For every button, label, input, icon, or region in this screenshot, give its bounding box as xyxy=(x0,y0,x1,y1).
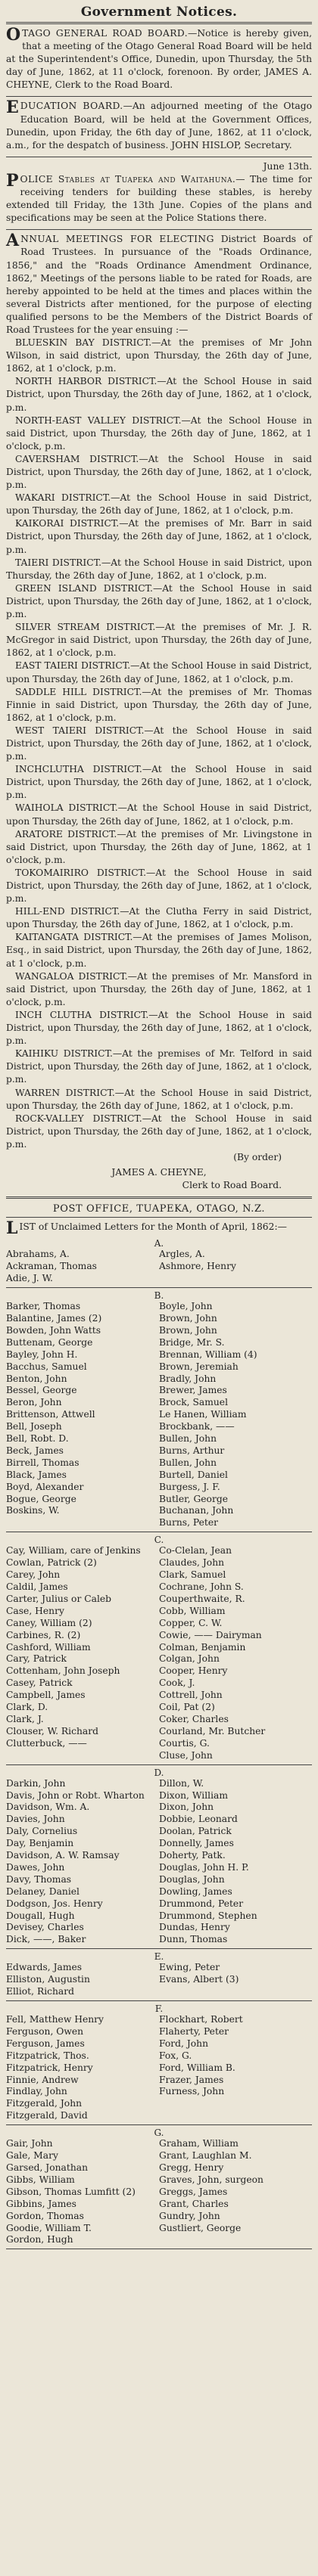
district-paragraph: WEST TAIERI DISTRICT.—At the School House in said District, upon Thursday, the 26th day of June, 1862, at 1 o'clock, p.m. xyxy=(6,725,312,762)
divider xyxy=(6,1948,312,1949)
notice-police-stables xyxy=(6,160,312,225)
list-item: Cooper, Henry xyxy=(159,1665,228,1677)
letter-column-left xyxy=(6,2138,159,2246)
divider xyxy=(6,96,312,97)
letter-column-right xyxy=(159,1545,312,1761)
notice-lead: OLICE Stables at Tuapeka and Waitahuna. xyxy=(20,173,236,185)
list-item: Adie, J. W. xyxy=(6,1273,53,1284)
district-paragraph: INCHCLUTHA DISTRICT.—At the School House in said District, upon Thursday, the 26th day of June, 1862, at 1 o'clock, p.m. xyxy=(6,764,312,801)
list-item: Findlay, John xyxy=(6,2086,67,2097)
list-item: Dougall, Hugh xyxy=(6,1910,75,1921)
letter-column-left xyxy=(6,1249,159,1285)
letter-table xyxy=(6,1778,312,1947)
drop-cap: E xyxy=(6,98,19,118)
district-paragraph: WARREN DISTRICT.—At the School House in said District, upon Thursday, the 26th day of June, 1862, at 1 o'clock, p.m. xyxy=(6,1087,312,1111)
list-item: Ford, John xyxy=(159,2038,209,2049)
list-item: Dixon, John xyxy=(159,1802,214,1813)
list-item: Dillon, W. xyxy=(159,1777,204,1789)
list-item: Cottrell, John xyxy=(159,1690,223,1701)
list-item: Casey, Patrick xyxy=(6,1678,73,1689)
list-item: Brown, Jeremiah xyxy=(159,1361,238,1372)
list-item: Ackraman, Thomas xyxy=(6,1261,97,1272)
list-item: Drummond, Peter xyxy=(159,1898,244,1909)
list-item: Cowie, —— Dairyman xyxy=(159,1629,262,1640)
signatory-title: Clerk to Road Board. xyxy=(182,1180,282,1191)
list-item: Brittenson, Attwell xyxy=(6,1409,95,1420)
list-item: Coker, Charles xyxy=(159,1713,229,1724)
list-item: Gordon, Thomas xyxy=(6,2210,84,2221)
letter-column-right xyxy=(159,1962,312,1998)
list-item: Courtis, G. xyxy=(159,1737,210,1749)
list-item: Gordon, Hugh xyxy=(6,2234,73,2245)
list-item: Boyd, Alexander xyxy=(6,1481,84,1492)
list-item: Daly, Cornelius xyxy=(6,1826,78,1837)
list-item: Clark, D. xyxy=(6,1702,48,1713)
letter-column-right xyxy=(159,1249,312,1285)
notice-text: —Notice is hereby given, that a meeting of the Otago General Road Board will be held at the Superintendent's Office, Dunedin, upon Thursday, the 5th day of June, 1862, at 11 o'clock, forenoon. By order, JAMES A. CHEYNE, Clerk to the Road Board. xyxy=(6,28,312,91)
list-item: Grant, Charles xyxy=(159,2198,229,2209)
district-paragraph: HILL-END DISTRICT.—At the Clutha Ferry in said District, upon Thursday, the 26th day of June, 1862, at 1 o'clock, p.m. xyxy=(6,906,312,930)
district-paragraph: WAIHOLA DISTRICT.—At the School House in said District, upon Thursday, the 26th day of June, 1862, at 1 o'clock, p.m. xyxy=(6,802,312,827)
list-item: Caldil, James xyxy=(6,1581,68,1592)
signatory: JAMES A. CHEYNE, xyxy=(111,1167,207,1178)
list-item: Beck, James xyxy=(6,1445,64,1456)
list-item: Caney, William (2) xyxy=(6,1617,92,1628)
notice-road-board xyxy=(6,27,312,92)
letter-heading: B. xyxy=(154,1290,164,1302)
list-item: Cashford, William xyxy=(6,1641,91,1653)
list-item: Douglas, John H. P. xyxy=(159,1861,249,1873)
list-item: Dunn, Thomas xyxy=(159,1934,228,1945)
list-item: Goodie, William T. xyxy=(6,2222,92,2233)
list-item: Ford, William B. xyxy=(159,2062,235,2073)
list-item: Copper, C. W. xyxy=(159,1617,223,1628)
list-item: Fitzpatrick, Henry xyxy=(6,2062,93,2073)
list-item: Ewing, Peter xyxy=(159,1962,220,1973)
list-item: Birrell, Thomas xyxy=(6,1457,80,1468)
list-item: Cook, J. xyxy=(159,1678,195,1689)
list-item: Gregg, Henry xyxy=(159,2162,224,2173)
list-item: Fell, Matthew Henry xyxy=(6,2014,104,2025)
list-item: Brock, Samuel xyxy=(159,1397,229,1408)
divider xyxy=(6,1287,312,1288)
list-item: Cobb, William xyxy=(159,1605,226,1616)
list-item: Black, James xyxy=(6,1469,67,1480)
district-paragraph: TAIERI DISTRICT.—At the School House in said District, upon Thursday, the 26th day of June, 1862, at 1 o'clock, p.m. xyxy=(6,557,312,581)
notice-intro: IST of Unclaimed Letters for the Month of April, 1862:— xyxy=(19,1221,287,1233)
drop-cap: O xyxy=(6,25,21,45)
list-item: Darkin, John xyxy=(6,1777,66,1789)
list-item: Davy, Thomas xyxy=(6,1873,72,1885)
district-list xyxy=(6,337,312,1151)
list-item: Davies, John xyxy=(6,1814,65,1825)
list-item: Evans, Albert (3) xyxy=(159,1974,239,1985)
divider xyxy=(6,1764,312,1765)
list-item: Fitzgerald, David xyxy=(6,2110,88,2121)
district-paragraph: GREEN ISLAND DISTRICT.—At the School House in said District, upon Thursday, the 26th day of June, 1862, at 1 o'clock, p.m. xyxy=(6,582,312,620)
letter-column-right xyxy=(159,1301,312,1529)
list-item: Clouser, W. Richard xyxy=(6,1725,98,1736)
list-item: Greggs, James xyxy=(159,2186,228,2197)
list-item: Boyle, John xyxy=(159,1301,213,1312)
list-item: Ferguson, Owen xyxy=(6,2025,84,2037)
drop-cap: L xyxy=(6,1218,18,1239)
list-item: Brennan, William (4) xyxy=(159,1349,257,1360)
by-order: (By order) xyxy=(233,1151,282,1162)
list-item: Cay, William, care of Jenkins xyxy=(6,1545,141,1556)
district-paragraph: KAIKORAI DISTRICT.—At the premises of Mr. Barr in said District, upon Thursday, the 26th day of June, 1862, at 1 o'clock, p.m. xyxy=(6,518,312,555)
letter-heading: C. xyxy=(154,1535,164,1546)
page-title: Government Notices. xyxy=(80,5,238,20)
district-paragraph: WAKARI DISTRICT.—At the School House in said District, upon Thursday, the 26th day of June, 1862, at 1 o'clock, p.m. xyxy=(6,492,312,517)
letter-column-left xyxy=(6,1962,159,1998)
letter-heading: A. xyxy=(154,1238,164,1249)
district-paragraph: INCH CLUTHA DISTRICT.—At the School House in said District, upon Thursday, the 26th day of June, 1862, at 1 o'clock, p.m. xyxy=(6,1009,312,1047)
district-paragraph: NORTH-EAST VALLEY DISTRICT.—At the School House in said District, upon Thursday, the 26th day of June, 1862, at 1 o'clock, p.m. xyxy=(6,414,312,452)
notice-text: — The time for receiving tenders for building these stables, is hereby extended till Friday, the 13th June. Copies of the plans and specifications may be seen at the Police Stations there. xyxy=(6,173,312,224)
notice-education-board xyxy=(6,100,312,151)
letter-heading: G. xyxy=(154,2128,164,2139)
section-rule xyxy=(6,1196,312,1199)
district-paragraph: CAVERSHAM DISTRICT.—At the School House in said District, upon Thursday, the 26th day of June, 1862, at 1 o'clock, p.m. xyxy=(6,453,312,491)
list-item: Boskins, W. xyxy=(6,1505,60,1516)
divider xyxy=(6,1217,312,1218)
list-item: Furness, John xyxy=(159,2086,225,2097)
list-item: Burns, Peter xyxy=(159,1517,218,1529)
list-item: Finnie, Andrew xyxy=(6,2074,79,2085)
list-item: Carter, Julius or Caleb xyxy=(6,1593,112,1604)
list-item: Douglas, John xyxy=(159,1873,225,1885)
list-item: Bayley, John H. xyxy=(6,1349,78,1360)
list-item: Bradly, John xyxy=(159,1373,217,1384)
list-item: Gibbs, William xyxy=(6,2174,75,2185)
list-item: Cluse, John xyxy=(159,1749,213,1761)
title-rule xyxy=(6,22,312,24)
list-item: Doherty, Patk. xyxy=(159,1850,226,1861)
list-item: Bogue, George xyxy=(6,1493,76,1504)
list-item: Butler, George xyxy=(159,1493,228,1504)
list-item: Gair, John xyxy=(6,2138,53,2149)
list-item: Beron, John xyxy=(6,1397,62,1408)
list-item: Delaney, Daniel xyxy=(6,1885,80,1897)
list-item: Cowlan, Patrick (2) xyxy=(6,1557,97,1569)
list-item: Davis, John or Robt. Wharton xyxy=(6,1789,145,1801)
notice-text: —An adjourned meeting of the Otago Education Board, will be held at the Government Offices, Dunedin, upon Friday, the 6th day of June, 1862, at 11 o'clock, a.m., for the despatch of business. JOHN HISLOP, Secretary. xyxy=(6,101,313,151)
notice-lead: TAGO GENERAL ROAD BOARD. xyxy=(22,28,189,39)
list-item: Bessel, George xyxy=(6,1385,77,1396)
notice-lead: DUCATION BOARD. xyxy=(20,101,123,112)
letter-table xyxy=(6,2014,312,2122)
list-item: Abrahams, A. xyxy=(6,1249,70,1260)
post-office-intro xyxy=(6,1218,312,1239)
letter-table xyxy=(6,1962,312,1998)
list-item: Burgess, J. F. xyxy=(159,1481,220,1492)
list-item: Brockbank, —— xyxy=(159,1421,235,1432)
list-item: Gustliert, George xyxy=(159,2222,242,2233)
letter-column-right xyxy=(159,1778,312,1947)
list-item: Barker, Thomas xyxy=(6,1301,81,1312)
list-item: Brewer, James xyxy=(159,1385,227,1396)
list-item: Dowling, James xyxy=(159,1885,232,1897)
letter-table xyxy=(6,2138,312,2246)
list-item: Dawes, John xyxy=(6,1861,65,1873)
list-item: Case, Henry xyxy=(6,1605,64,1616)
list-item: Carey, John xyxy=(6,1569,61,1581)
list-item: Gundry, John xyxy=(159,2210,220,2221)
letter-column-left xyxy=(6,1778,159,1947)
list-item: Gibson, Thomas Lumfitt (2) xyxy=(6,2186,136,2197)
list-item: Flockhart, Robert xyxy=(159,2014,243,2025)
district-paragraph: ARATORE DISTRICT.—At the premises of Mr. Livingstone in said District, upon Thursday, the 26th day of June, 1862, at 1 o'clock, p.m. xyxy=(6,828,312,865)
list-item: Argles, A. xyxy=(159,1249,205,1260)
list-item: Fox, G. xyxy=(159,2050,192,2061)
list-item: Buttenam, George xyxy=(6,1336,93,1348)
list-item: Flaherty, Peter xyxy=(159,2025,229,2037)
list-item: Bridge, Mr. S. xyxy=(159,1336,225,1348)
district-paragraph: SADDLE HILL DISTRICT.—At the premises of Mr. Thomas Finnie in said District, upon Thursday, the 26th day of June, 1862, at 1 o'clock, p.m. xyxy=(6,686,312,723)
list-item: Benton, John xyxy=(6,1373,67,1384)
letter-table xyxy=(6,1249,312,1285)
list-item: Bullen, John xyxy=(159,1433,217,1445)
list-item: Clark, J. xyxy=(6,1713,44,1724)
list-item: Drummond, Stephen xyxy=(159,1910,257,1921)
list-item: Clark, Samuel xyxy=(159,1569,226,1581)
list-item: Fitzpatrick, Thos. xyxy=(6,2050,89,2061)
list-item: Donnelly, James xyxy=(159,1838,234,1849)
notice-annual-meetings xyxy=(6,233,312,1192)
divider xyxy=(6,229,312,230)
list-item: Graves, John, surgeon xyxy=(159,2174,263,2185)
divider xyxy=(6,2000,312,2001)
letter-column-right xyxy=(159,2014,312,2122)
list-item: Colgan, John xyxy=(159,1653,220,1665)
list-item: Balantine, James (2) xyxy=(6,1312,102,1324)
district-paragraph: TOKOMAIRIRO DISTRICT.—At the School House in said District, upon Thursday, the 26th day of June, 1862, at 1 o'clock, p.m. xyxy=(6,867,312,905)
list-item: Davidson, Wm. A. xyxy=(6,1802,90,1813)
list-item: Elliot, Richard xyxy=(6,1986,75,1997)
list-item: Claudes, John xyxy=(159,1557,225,1569)
notice-intro: District Boards of Road Trustees. In pursuance of the "Roads Ordinance, 1856," and the "Roads Ordinance Amendment Ordinance, 1862," Meetings of the persons liable to be rated for Roads, are hereby appointed to be held at the times and places within the several Districts after mentioned, for the purpose of electing qualified persons to be the Members of the District Boards of Road Trustees for the year ensuing :— xyxy=(6,234,312,335)
letter-heading: E. xyxy=(154,1951,164,1963)
list-item: Davidson, A. W. Ramsay xyxy=(6,1850,120,1861)
list-item: Ferguson, James xyxy=(6,2038,85,2049)
district-paragraph: SILVER STREAM DISTRICT.—At the premises of Mr. J. R. McGregor in said District, upon Thursday, the 26th day of June, 1862, at 1 o'clock, p.m. xyxy=(6,622,312,659)
list-item: Bowden, John Watts xyxy=(6,1324,101,1336)
district-paragraph: KAIHIKU DISTRICT.—At the premises of Mr. Telford in said District, upon Thursday, the 26th day of June, 1862, at 1 o'clock, p.m. xyxy=(6,1048,312,1085)
list-item: Couperthwaite, R. xyxy=(159,1593,245,1604)
list-item: Brown, John xyxy=(159,1324,217,1336)
list-item: Bacchus, Samuel xyxy=(6,1361,87,1372)
list-item: Ashmore, Henry xyxy=(159,1261,236,1272)
list-item: Courland, Mr. Butcher xyxy=(159,1725,266,1736)
district-paragraph: KAITANGATA DISTRICT.—At the premises of James Molison, Esq., in said District, upon Thursday, the 26th day of June, 1862, at 1 o'clock, p.m. xyxy=(6,932,312,969)
list-item: Dodgson, Jos. Henry xyxy=(6,1898,103,1909)
list-item: Clutterbuck, —— xyxy=(6,1737,87,1749)
divider xyxy=(6,2124,312,2125)
letter-column-left xyxy=(6,2014,159,2122)
unclaimed-letters-list xyxy=(6,1238,312,2249)
district-paragraph: EAST TAIERI DISTRICT.—At the School House in said District, upon Thursday, the 26th day of June, 1862, at 1 o'clock, p.m. xyxy=(6,660,312,684)
list-item: Burns, Arthur xyxy=(159,1445,225,1456)
letter-table xyxy=(6,1545,312,1761)
list-item: Gale, Mary xyxy=(6,2150,58,2162)
list-item: Cary, Patrick xyxy=(6,1653,67,1665)
letter-heading: F. xyxy=(154,2003,164,2014)
list-item: Doolan, Patrick xyxy=(159,1826,232,1837)
list-item: Cochrane, John S. xyxy=(159,1581,244,1592)
list-item: Dick, ——, Baker xyxy=(6,1934,86,1945)
letter-column-left xyxy=(6,1545,159,1761)
list-item: Dobbie, Leonard xyxy=(159,1814,238,1825)
list-item: Buchanan, John xyxy=(159,1505,234,1516)
list-item: Devisey, Charles xyxy=(6,1922,84,1933)
list-item: Frazer, James xyxy=(159,2074,224,2085)
letter-column-left xyxy=(6,1301,159,1529)
letter-table xyxy=(6,1301,312,1529)
district-paragraph: WANGALOA DISTRICT.—At the premises of Mr. Mansford in said District, upon Thursday, the 26th day of June, 1862, at 1 o'clock, p.m. xyxy=(6,970,312,1007)
list-item: Bell, Robt. D. xyxy=(6,1433,69,1445)
list-item: Fitzgerald, John xyxy=(6,2098,83,2109)
list-item: Co-Clelan, Jean xyxy=(159,1545,232,1556)
list-item: Edwards, James xyxy=(6,1962,83,1973)
notice-lead: NNUAL MEETINGS FOR ELECTING xyxy=(20,234,214,245)
letter-heading: D. xyxy=(154,1767,164,1778)
list-item: Garsed, Jonathan xyxy=(6,2162,89,2173)
list-item: Day, Benjamin xyxy=(6,1838,74,1849)
post-office-heading: POST OFFICE, TUAPEKA, OTAGO, N.Z. xyxy=(52,1203,266,1215)
list-item: Elliston, Augustin xyxy=(6,1974,90,1985)
district-paragraph: BLUESKIN BAY DISTRICT.—At the premises of Mr John Wilson, in said district, upon Thursday, the 26th day of June, 1862, at 1 o'clock, p.m. xyxy=(6,337,312,374)
district-paragraph: NORTH HARBOR DISTRICT.—At the School House in said District, upon Thursday, the 26th day of June, 1862, at 1 o'clock, p.m. xyxy=(6,376,312,413)
drop-cap: A xyxy=(6,231,20,251)
list-item: Graham, William xyxy=(159,2138,238,2149)
list-item: Dixon, William xyxy=(159,1789,229,1801)
list-item: Carbines, R. (2) xyxy=(6,1629,81,1640)
list-item: Coil, Pat (2) xyxy=(159,1702,215,1713)
list-item: Colman, Benjamin xyxy=(159,1641,246,1653)
district-paragraph: ROCK-VALLEY DISTRICT.—At the School House in said District, upon Thursday, the 26th day of June, 1862, at 1 o'clock, p.m. xyxy=(6,1113,312,1150)
drop-cap: P xyxy=(6,170,19,191)
list-item: Gibbins, James xyxy=(6,2198,76,2209)
list-item: Brown, John xyxy=(159,1312,217,1324)
list-item: Le Hanen, William xyxy=(159,1409,247,1420)
list-item: Burtell, Daniel xyxy=(159,1469,228,1480)
notice-date: June 13th. xyxy=(263,160,312,172)
list-item: Dundas, Henry xyxy=(159,1922,230,1933)
list-item: Grant, Laughlan M. xyxy=(159,2150,252,2162)
list-item: Campbell, James xyxy=(6,1690,86,1701)
letter-column-right xyxy=(159,2138,312,2246)
list-item: Bullen, John xyxy=(159,1457,217,1468)
list-item: Cottenham, John Joseph xyxy=(6,1665,120,1677)
list-item: Bell, Joseph xyxy=(6,1421,62,1432)
